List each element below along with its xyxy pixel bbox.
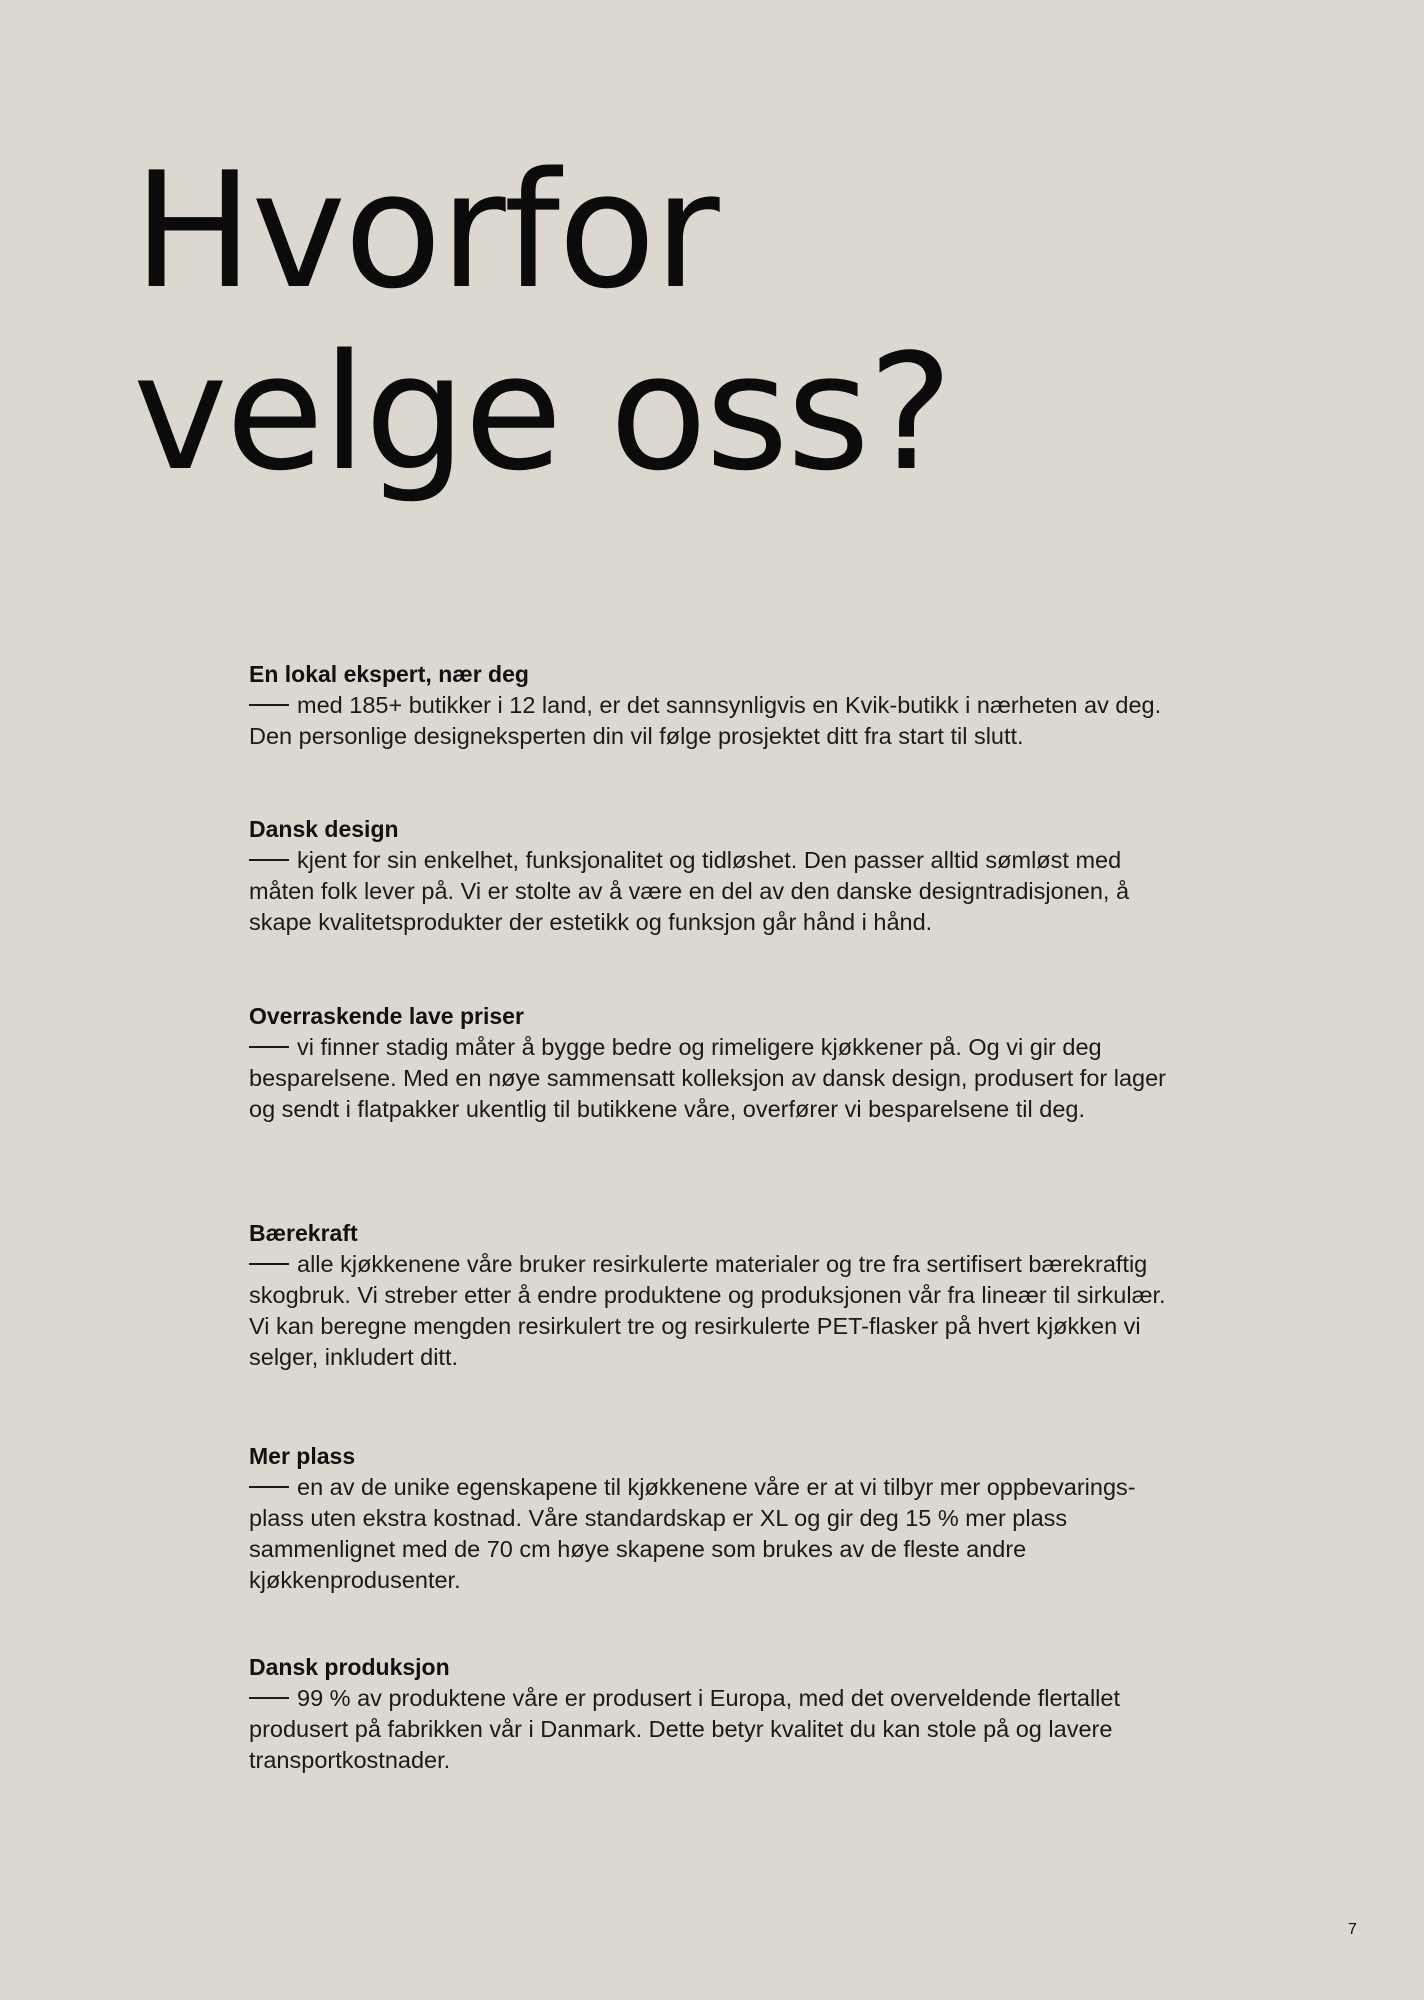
section-body (249, 690, 1179, 752)
dash-rule (249, 1486, 289, 1488)
dash-rule (249, 704, 289, 706)
dash-rule (249, 1263, 289, 1265)
dash-rule (249, 1046, 289, 1048)
section-title: En lokal ekspert, nær deg (249, 661, 529, 687)
section-more-space (249, 1441, 1179, 1596)
section-body (249, 1249, 1179, 1373)
section-body-text: 99 % av produktene våre er produsert i Europa, med det overveldende flertallet produsert på fabrikken vår i Danmark. Dette betyr kvalitet du kan stole på og lavere transportkostnader. (249, 1685, 1120, 1773)
section-body-text: alle kjøkkenene våre bruker resirkulerte materialer og tre fra sertifisert bærekraftig skogbruk. Vi streber etter å endre produktene og produksjonen vår fra lineær til sirkulær. Vi kan beregne mengden resirkulert tre og resirkulerte PET-flasker på hvert kjøkken vi selger, inkludert ditt. (249, 1251, 1166, 1370)
section-danish-production (249, 1652, 1179, 1776)
dash-rule (249, 859, 289, 861)
section-body (249, 1472, 1179, 1596)
page-heading (133, 137, 951, 506)
heading-line-2: velge oss? (133, 319, 951, 506)
section-title: Dansk design (249, 816, 399, 842)
section-body-text: vi finner stadig måter å bygge bedre og rimeligere kjøkkener på. Og vi gir deg besparelsene. Med en nøye sammensatt kolleksjon av dansk design, produsert for lager og sendt i flatpakker ukentlig til butikkene våre, overfører vi besparelsene til deg. (249, 1034, 1166, 1122)
section-local-expert (249, 659, 1179, 752)
page-number: 7 (1348, 1921, 1357, 1938)
section-body-text: en av de unike egenskapene til kjøkkenene våre er at vi tilbyr mer oppbevarings-plass uten ekstra kostnad. Våre standardskap er XL og gir deg 15 % mer plass sammenlignet med de 70 cm høye skapene som brukes av de fleste andre kjøkkenprodusenter. (249, 1474, 1136, 1593)
section-title: Mer plass (249, 1443, 356, 1469)
section-danish-design (249, 814, 1179, 938)
section-body (249, 845, 1179, 938)
dash-rule (249, 1697, 289, 1699)
section-low-prices (249, 1001, 1179, 1125)
section-body (249, 1683, 1179, 1776)
section-title: Dansk produksjon (249, 1654, 450, 1680)
heading-line-1: Hvorfor (133, 137, 718, 324)
section-body-text: kjent for sin enkelhet, funksjonalitet og tidløshet. Den passer alltid sømløst med måten folk lever på. Vi er stolte av å være en del av den danske designtradisjonen, å skape kvalitetsprodukter der estetikk og funksjon går hånd i hånd. (249, 847, 1130, 935)
section-body (249, 1032, 1179, 1125)
section-body-text: med 185+ butikker i 12 land, er det sannsynligvis en Kvik-butikk i nærheten av deg. Den personlige designeksperten din vil følge prosjektet ditt fra start til slutt. (249, 692, 1162, 749)
section-title: Overraskende lave priser (249, 1003, 524, 1029)
section-sustainability (249, 1218, 1179, 1373)
section-title: Bærekraft (249, 1220, 358, 1246)
